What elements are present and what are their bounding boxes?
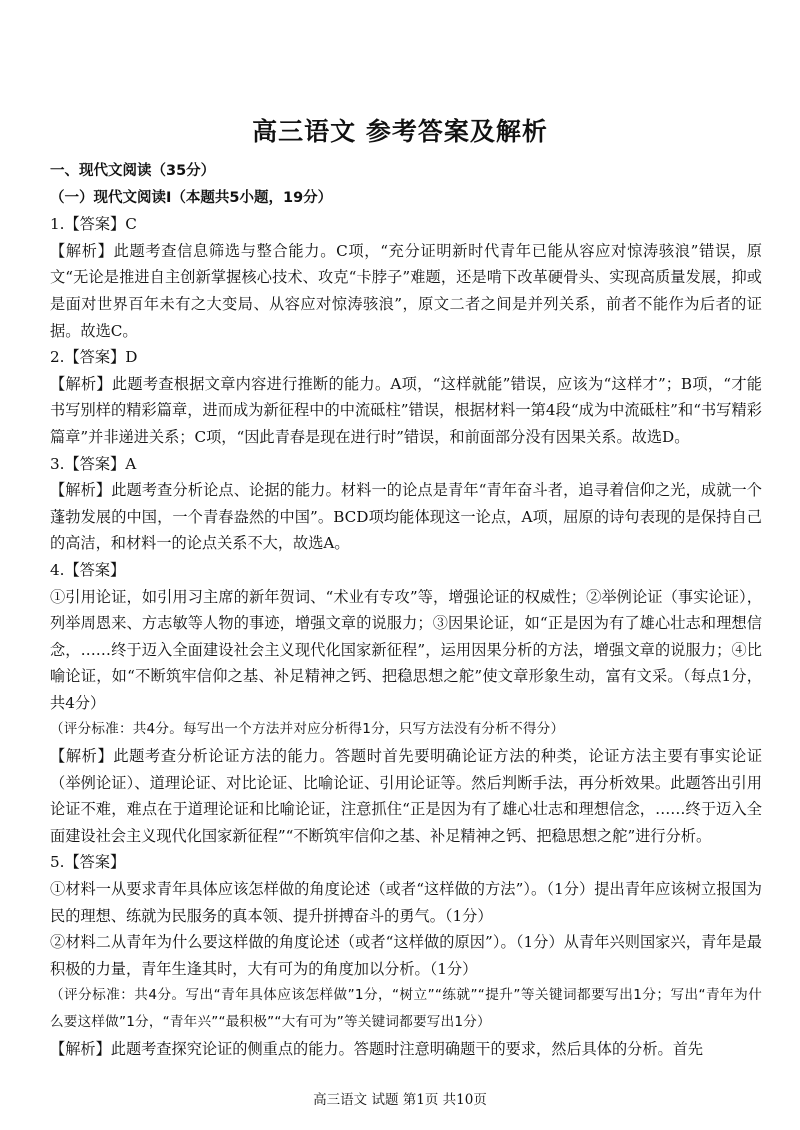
- q2-answer: 2.【答案】D: [50, 348, 138, 367]
- q1-answer: 1.【答案】C: [50, 215, 137, 234]
- answer-body: [50, 158, 762, 1062]
- section-heading-modern-reading: 一、现代文阅读（35分）: [50, 163, 216, 179]
- q5-answer: 5.【答案】: [50, 853, 126, 872]
- q4-scoring-criteria: （评分标准：共4分。每写出一个方法并对应分析得1分，只写方法没有分析不得分）: [50, 721, 565, 738]
- q5-analysis: 【解析】此题考查探究论证的侧重点的能力。答题时注意明确题干的要求，然后具体的分析。首先: [50, 1039, 704, 1058]
- q5-point-2: ②材料二从青年为什么要这样做的角度论述（或者“这样做的原因”）。（1分）从青年兴则国家兴，青年是最积极的力量，青年生逢其时，大有可为的角度加以分析。（1分）: [50, 933, 762, 978]
- q4-analysis: 【解析】此题考查分析论证方法的能力。答题时首先要明确论证方法的种类，论证方法主要有事实论证（举例论证）、道理论证、对比论证、比喻论证、引用论证等。然后判断手法，再分析效果。此题答出引用论证不难，难点在于道理论证和比喻论证，注意抓住“正是因为有了雄心壮志和理想信念，……终于迈入全面建设社会主义现代化国家新征程”“不断筑牢信仰之基、补足精神之钙、把稳思想之舵”进行分析。: [50, 747, 762, 845]
- page-title: 高三语文 参考答案及解析: [252, 117, 548, 146]
- q5-scoring-criteria: （评分标准：共4分。写出“青年具体应该怎样做”1分，“树立”“练就”“提升”等关键词都要写出1分；写出“青年为什么要这样做”1分，“青年兴”“最积极”“大有可为”等关键词都要写出1分）: [50, 987, 762, 1030]
- q5-point-1: ①材料一从要求青年具体应该怎样做的角度论述（或者“这样做的方法”）。（1分）提出青年应该树立报国为民的理想、练就为民服务的真本领、提升拼搏奋斗的勇气。（1分）: [50, 880, 762, 925]
- q4-answer: 4.【答案】: [50, 560, 126, 579]
- page-footer: 高三语文 试题 第1页 共10页: [313, 1092, 487, 1108]
- subsection-heading-reading-1: （一）现代文阅读Ⅰ（本题共5小题，19分）: [50, 189, 333, 206]
- q2-analysis: 【解析】此题考查根据文章内容进行推断的能力。A项，“这样就能”错误，应该为“这样才”；B项，“才能书写别样的精彩篇章，进而成为新征程中的中流砥柱”错误，根据材料一第4段“成为中流砥柱”和“书写精彩篇章”并非递进关系；C项，“因此青春是现在进行时”错误，和前面部分没有因果关系。故选D。: [50, 374, 762, 446]
- q3-analysis: 【解析】此题考查分析论点、论据的能力。材料一的论点是青年“青年奋斗者，追寻着信仰之光，成就一个蓬勃发展的中国，一个青春盎然的中国”。BCD项均能体现这一论点，A项，屈原的诗句表现的是保持自己的高洁，和材料一的论点关系不大，故选A。: [50, 481, 762, 553]
- q1-analysis: 【解析】此题考查信息筛选与整合能力。C项，“充分证明新时代青年已能从容应对惊涛骇浪”错误，原文“无论是推进自主创新掌握核心技术、攻克“卡脖子”难题，还是啃下改革硬骨头、实现高质量发展，抑或是面对世界百年未有之大变局、从容应对惊涛骇浪”，原文二者之间是并列关系，前者不能作为后者的证据。故选C。: [50, 241, 762, 340]
- q3-answer: 3.【答案】A: [50, 454, 137, 473]
- q4-content: ①引用论证，如引用习主席的新年贺词、“术业有专攻”等，增强论证的权威性；②举例论证（事实论证），列举周恩来、方志敏等人物的事迹，增强文章的说服力；③因果论证，如“正是因为有了雄心壮志和理想信念，……终于迈入全面建设社会主义现代化国家新征程”，运用因果分析的方法，增强文章的说服力；④比喻论证，如“不断筑牢信仰之基、补足精神之钙、把稳思想之舵”使文章形象生动，富有文采。（每点1分，共4分）: [50, 587, 762, 712]
